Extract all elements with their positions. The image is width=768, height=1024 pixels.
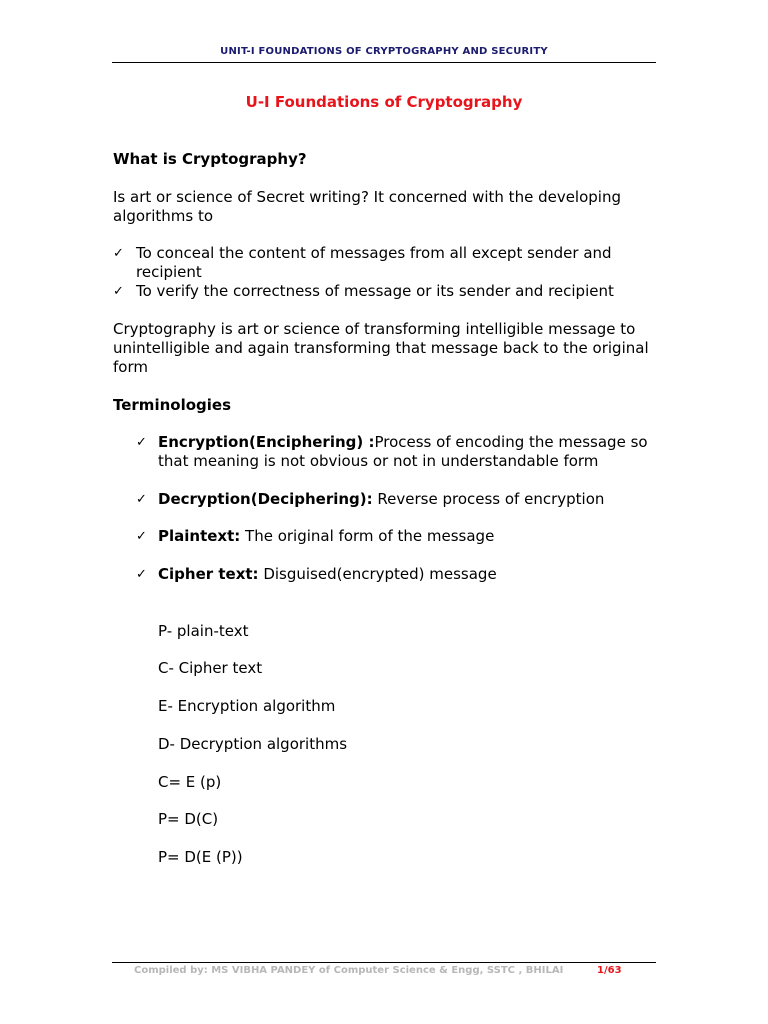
bullet-item <box>136 244 656 282</box>
term-item-encryption <box>158 433 658 471</box>
bullet-item <box>136 282 656 301</box>
footer-rule <box>112 962 656 963</box>
term-description: Reverse process of encryption <box>372 490 605 508</box>
page-title: U-I Foundations of Cryptography <box>245 93 523 111</box>
formula-line: P= D(C) <box>158 810 219 828</box>
footer-credit: Compiled by: MS VIBHA PANDEY of Computer Science & Engg, SSTC , BHILAI <box>134 965 564 976</box>
term-description: Disguised(encrypted) message <box>258 565 497 583</box>
term-item-ciphertext <box>158 565 658 584</box>
term-description: The original form of the message <box>240 527 495 545</box>
symbol-line: C- Cipher text <box>158 659 263 677</box>
formula-line: P= D(E (P)) <box>158 848 243 866</box>
intro-paragraph <box>113 188 658 226</box>
bullet-text: recipient <box>136 263 202 281</box>
definition-line: unintelligible and again transforming that message back to the original <box>113 339 649 357</box>
running-header: UNIT-I FOUNDATIONS OF CRYPTOGRAPHY AND SECURITY <box>220 46 548 57</box>
definition-paragraph <box>113 320 658 377</box>
checkmark-icon: ✓ <box>136 435 147 450</box>
definition-line: Cryptography is art or science of transforming intelligible message to <box>113 320 636 338</box>
term-description: Process of encoding the message so <box>374 433 648 451</box>
checkmark-icon: ✓ <box>136 492 147 507</box>
intro-line: algorithms to <box>113 207 214 225</box>
section-heading-what-is-cryptography: What is Cryptography? <box>113 150 307 168</box>
symbol-line: D- Decryption algorithms <box>158 735 348 753</box>
symbol-line: E- Encryption algorithm <box>158 697 336 715</box>
checkmark-icon: ✓ <box>136 529 147 544</box>
section-heading-terminologies: Terminologies <box>113 396 231 414</box>
checkmark-icon: ✓ <box>113 246 124 261</box>
bullet-text: To verify the correctness of message or its sender and recipient <box>136 282 614 300</box>
term-label: Decryption(Deciphering): <box>158 490 373 508</box>
formula-line: C= E (p) <box>158 773 222 791</box>
definition-line: form <box>113 358 148 376</box>
term-label: Plaintext: <box>158 527 241 545</box>
term-item-decryption <box>158 490 658 509</box>
page-number: 1/63 <box>597 965 622 976</box>
checkmark-icon: ✓ <box>136 567 147 582</box>
bullet-text: To conceal the content of messages from all except sender and <box>136 244 612 262</box>
checkmark-icon: ✓ <box>113 284 124 299</box>
intro-line: Is art or science of Secret writing? It concerned with the developing <box>113 188 621 206</box>
term-description: that meaning is not obvious or not in understandable form <box>158 452 599 470</box>
term-label: Cipher text: <box>158 565 259 583</box>
term-item-plaintext <box>158 527 658 546</box>
symbol-line: P- plain-text <box>158 622 249 640</box>
header-rule <box>112 62 656 63</box>
term-label: Encryption(Enciphering) : <box>158 433 375 451</box>
